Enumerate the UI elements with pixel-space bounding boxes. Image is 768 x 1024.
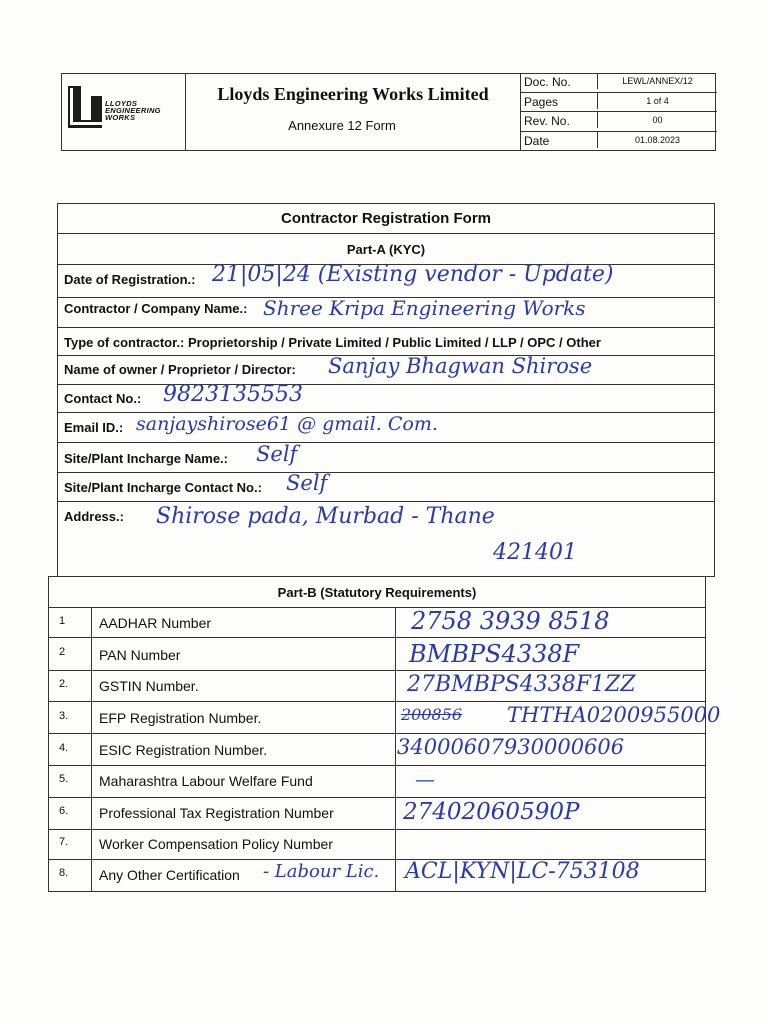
value-address-line1: Shirose pada, Murbad - Thane [156,504,495,529]
req-value-aadhar: 2758 3939 8518 [411,607,610,635]
label-contact-no: Contact No.: [64,391,142,406]
req-label-efp: EFP Registration Number. [99,710,262,726]
req-label-other-certification: Any Other Certification [99,867,240,883]
form-title: Contractor Registration Form [280,210,491,227]
req-no-7: 6. [59,805,69,817]
value-email-id: sanjayshirose61 @ gmail. Com. [136,413,438,435]
meta-row-doc-no: Doc. No. LEWL/ANNEX/12 [521,73,717,93]
meta-row-rev-no: Rev. No. 00 [521,112,717,132]
req-note-labour-licence: - Labour Lic. [263,861,380,882]
req-value-mlwf: — [415,767,435,791]
req-value-esic: 34000607930000606 [397,735,625,759]
registration-form-part-a [57,203,715,577]
part-b-title: Part-B (Statutory Requirements) [277,585,477,600]
label-site-incharge-name: Site/Plant Incharge Name.: [64,451,228,466]
form-name: Annexure 12 Form [288,118,396,133]
req-value-pan: BMBPS4338F [409,640,580,668]
part-a-title: Part-A (KYC) [346,242,426,257]
req-label-pan: PAN Number [99,647,181,663]
req-label-aadhar: AADHAR Number [99,615,212,631]
req-no-4: 3. [59,710,69,722]
req-no-3: 2. [59,678,69,690]
value-company-name: Shree Kripa Engineering Works [263,296,586,320]
label-address: Address.: [64,509,124,524]
value-contact-no: 9823135553 [163,382,303,407]
label-date-of-registration: Date of Registration.: [64,272,196,287]
req-value-efp: THTHA0200955000 [507,703,721,727]
logo-wordmark: LLOYDS ENGINEERING WORKS [105,99,161,122]
req-value-professional-tax: 27402060590P [403,799,580,825]
doc-meta-table [520,73,716,151]
req-no-9: 8. [59,867,69,879]
label-site-incharge-contact: Site/Plant Incharge Contact No.: [64,480,262,495]
meta-row-pages: Pages 1 of 4 [521,93,717,113]
registration-form-part-b [48,576,721,892]
req-label-gstin: GSTIN Number. [99,678,199,694]
meta-row-date: Date 01.08.2023 [521,132,717,152]
req-label-esic: ESIC Registration Number. [99,742,268,758]
req-label-worker-compensation: Worker Compensation Policy Number [99,836,333,852]
company-name: Lloyds Engineering Works Limited [217,84,489,104]
value-address-pincode: 421401 [493,540,577,565]
req-label-mlwf: Maharashtra Labour Welfare Fund [99,773,313,789]
req-no-1: 1 [59,615,66,627]
value-site-incharge-contact: Self [286,471,328,495]
value-owner-name: Sanjay Bhagwan Shirose [328,354,593,378]
value-date-of-registration: 21|05|24 (Existing vendor - Update) [212,262,614,287]
req-no-8: 7. [59,836,69,848]
company-logo [61,73,186,151]
req-no-2: 2 [59,646,66,658]
req-label-professional-tax: Professional Tax Registration Number [99,805,334,821]
req-value-efp-struck: 200856 [401,705,463,724]
label-company-name: Contractor / Company Name.: [64,301,248,316]
label-contractor-type: Type of contractor.: Proprietorship / Private Limited / Public Limited / LLP / OPC / Other [64,335,601,350]
req-no-5: 4. [59,742,69,754]
req-value-other-certification: ACL|KYN|LC-753108 [405,859,640,884]
req-no-6: 5. [59,773,69,785]
req-value-gstin: 27BMBPS4338F1ZZ [407,672,636,697]
label-email-id: Email ID.: [64,420,124,435]
label-owner-name: Name of owner / Proprietor / Director: [64,362,296,377]
value-site-incharge-name: Self [256,442,298,466]
